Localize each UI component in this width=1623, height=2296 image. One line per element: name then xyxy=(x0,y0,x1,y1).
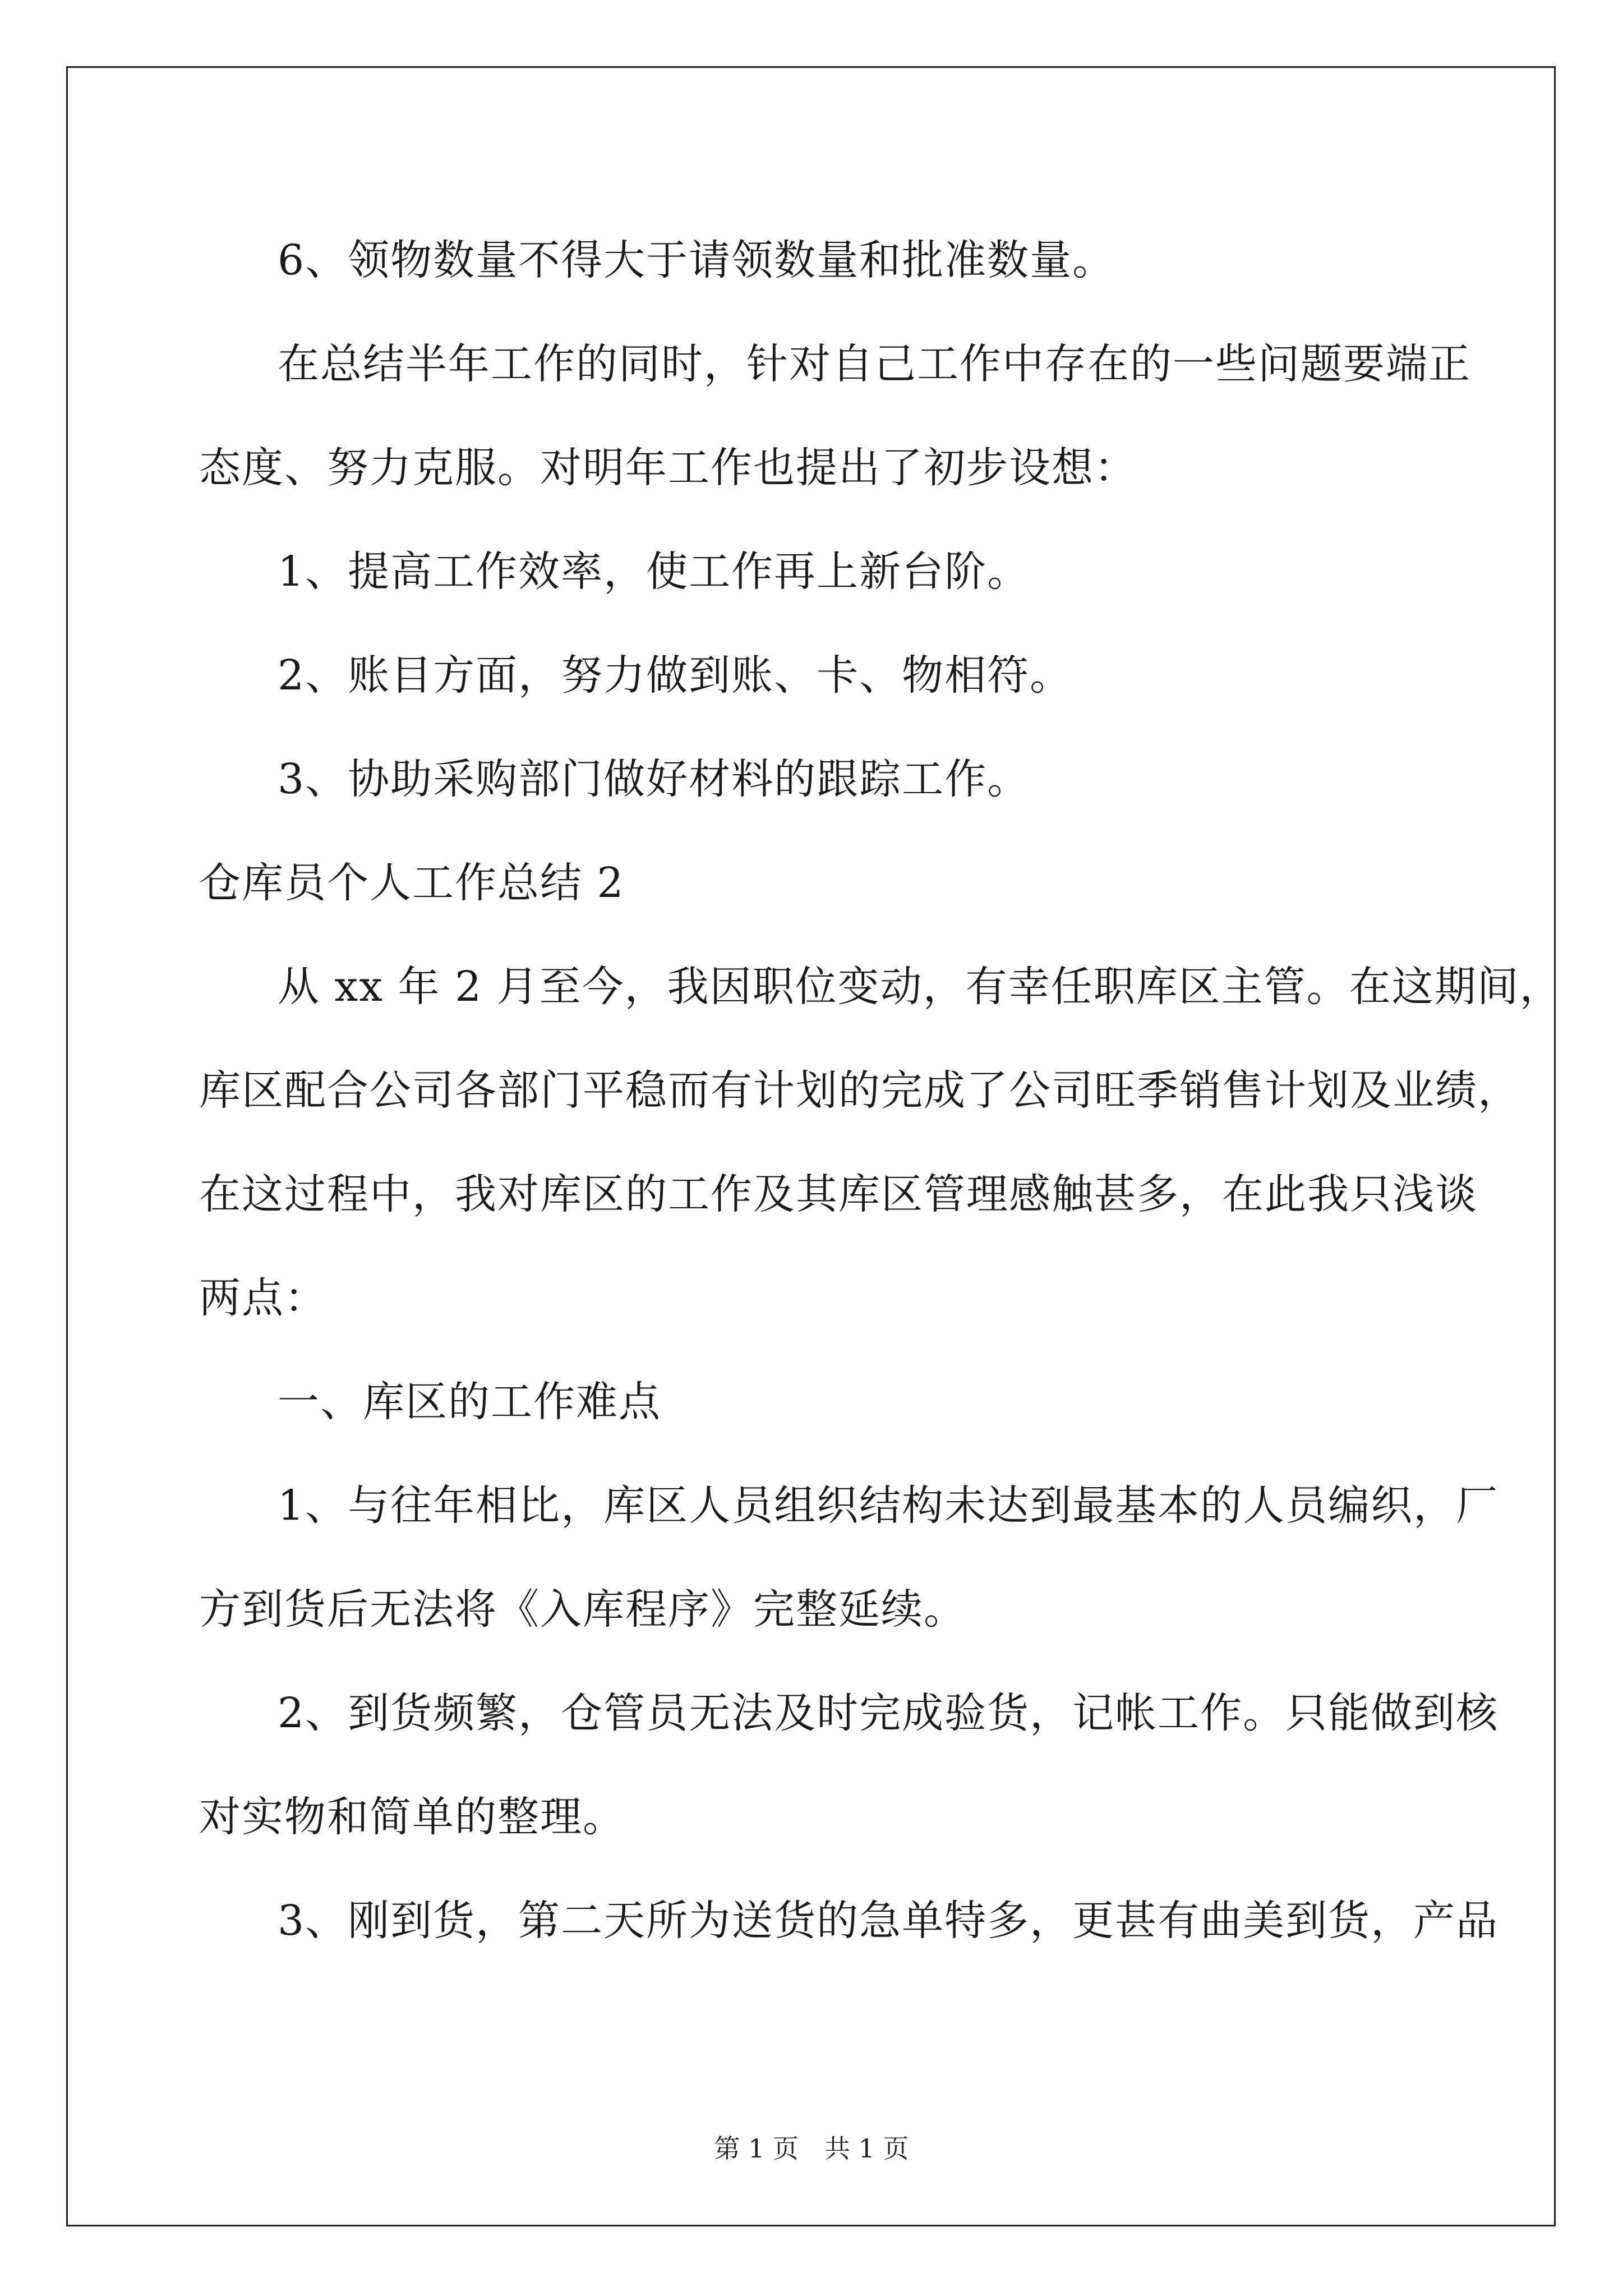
paragraph-line: 在这过程中，我对库区的工作及其库区管理感触甚多，在此我只浅谈 xyxy=(199,1170,1478,1218)
list-item-6: 6、领物数量不得大于请领数量和批准数量。 xyxy=(278,236,1115,284)
paragraph-line: 在总结半年工作的同时，针对自己工作中存在的一些问题要端正 xyxy=(278,340,1471,388)
subsection-heading: 一、库区的工作难点 xyxy=(278,1378,661,1426)
paragraph-line: 态度、努力克服。对明年工作也提出了初步设想： xyxy=(199,444,1137,492)
section-heading: 仓库员个人工作总结 2 xyxy=(199,859,625,907)
paragraph-line: 从 xx 年 2 月至今，我因职位变动，有幸任职库区主管。在这期间， xyxy=(278,963,1562,1011)
list-item-2: 2、到货频繁，仓管员无法及时完成验货，记帐工作。只能做到核 xyxy=(278,1689,1499,1737)
paragraph-line: 对实物和简单的整理。 xyxy=(199,1793,625,1841)
paragraph-line: 库区配合公司各部门平稳而有计划的完成了公司旺季销售计划及业绩， xyxy=(199,1066,1520,1115)
list-item-2: 2、账目方面，努力做到账、卡、物相符。 xyxy=(278,651,1073,700)
list-item-3: 3、协助采购部门做好材料的跟踪工作。 xyxy=(278,755,1030,803)
document-body xyxy=(199,209,1562,1973)
list-item-1: 1、提高工作效率，使工作再上新台阶。 xyxy=(278,547,1030,596)
page-number-footer: 第 1 页 共 1 页 xyxy=(714,2133,909,2164)
list-item-3: 3、刚到货，第二天所为送货的急单特多，更甚有曲美到货，产品 xyxy=(278,1897,1499,1945)
list-item-1: 1、与往年相比，库区人员组织结构未达到最基本的人员编织，厂 xyxy=(278,1481,1499,1530)
paragraph-line: 方到货后无法将《入库程序》完整延续。 xyxy=(199,1585,966,1634)
paragraph-line: 两点： xyxy=(199,1274,327,1322)
